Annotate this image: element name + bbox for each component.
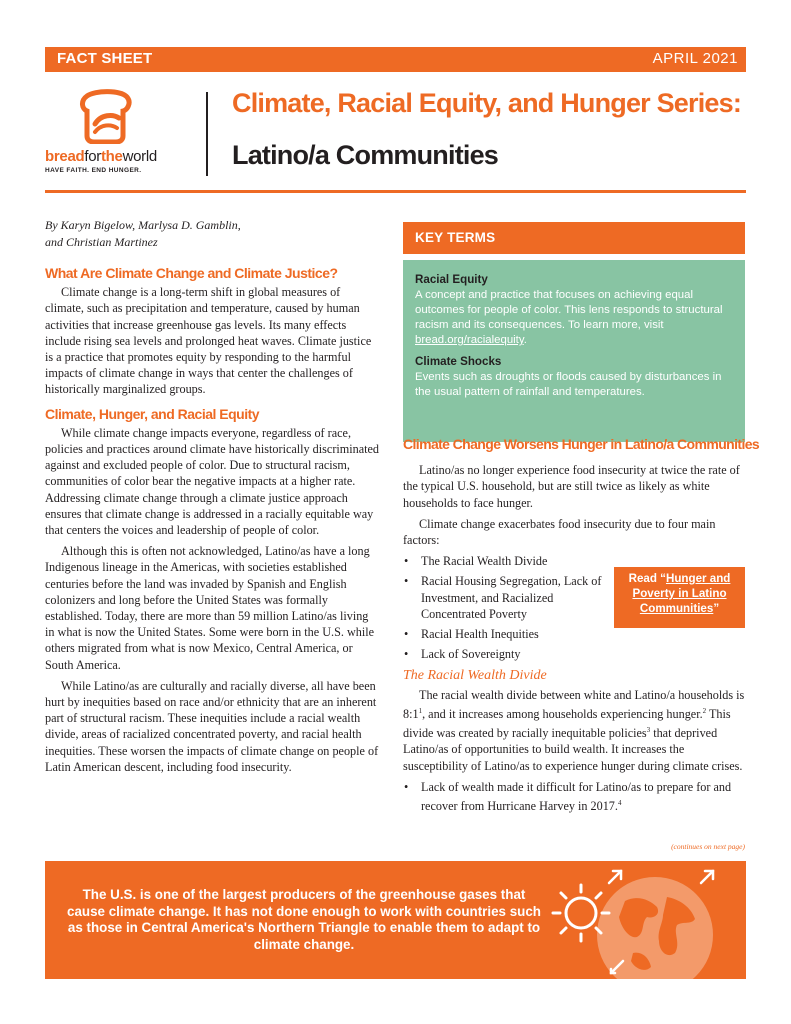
- paragraph: While Latino/as are culturally and racially diverse, all have been hurt by inequities based on race and/or ethnicity that are an inherent part of structural racism. These inequities include a racial wealth divide, areas of racialized concentrated poverty, and racial health inequities. These worsen the impacts of climate change on people of Latin American descent, including food insecurity.: [45, 678, 379, 774]
- section-heading-hunger-equity: Climate, Hunger, and Racial Equity: [45, 405, 260, 422]
- list-item: • Lack of wealth made it difficult for Latino/as to prepare for and recover from Hurricane Harvey in 2017.$^4$: [404, 779, 732, 814]
- read-more-callout[interactable]: Read “Hunger and Poverty in Latino Communities”: [614, 567, 745, 628]
- date-label: APRIL 2021: [652, 50, 738, 67]
- racial-equity-link[interactable]: bread.org/racialequity: [415, 334, 524, 346]
- key-term-definition: A concept and practice that focuses on achieving equal outcomes for people of color. This lens responds to structural racism and its consequences. To learn more, visit bread.org/racialequity.: [415, 289, 723, 346]
- key-terms-body: [403, 260, 745, 442]
- wealth-list: [403, 779, 746, 814]
- bread-loaf-icon: [77, 88, 135, 144]
- continues-note: (continues on next page): [671, 842, 745, 851]
- paragraph: While climate change impacts everyone, regardless of race, policies and practices around climate have historically discriminated against and excluded people of color. Due to structural racism, communities of color bear the negative impacts at a higher rate. Addressing climate change through a climate justice approach ensures that climate change is addressed in a racially equitable way that centers the voices and leadership of people of color.: [45, 425, 380, 538]
- paragraph: Climate change is a long-term shift in global measures of climate, such as precipitation and temperature, caused by human activities that increase greenhouse gas levels. Its many effects include rising sea levels and prolonged heat waves. Climate justice is a practice that promotes equity by responding to the harmful impacts of climate change in ways that center the challenges of historically marginalized groups.: [45, 285, 372, 397]
- header-rule: [45, 190, 746, 193]
- paragraph: The racial wealth divide between white and Latino/a households is $8:1^1$, and it increases among households experiencing hunger.$^2$ This divide was created by racially inequitable policies$^3$ that deprived Latino/as of opportunities to build wealth. It increases the susceptibility of Latino/as to experience hunger during climate crises.: [403, 687, 745, 773]
- left-column: [45, 217, 380, 780]
- section-heading-climate-justice: What Are Climate Change and Climate Justice?: [45, 265, 338, 281]
- section-heading-worsens-hunger: Climate Change Worsens Hunger in Latino/a Communities: [403, 436, 760, 452]
- key-terms-box: [403, 222, 745, 442]
- subheading-racial-wealth-divide: The Racial Wealth Divide: [403, 668, 547, 684]
- key-term-definition: Events such as droughts or floods caused by disturbances in the usual pattern of rainfall and temperatures.: [415, 371, 722, 398]
- bottom-banner: [45, 861, 746, 979]
- bread-for-the-world-logo: [45, 88, 185, 183]
- header-divider: [206, 92, 208, 176]
- list-item: • Racial Housing Segregation, Lack of Investment, and Racialized Concentrated Poverty: [404, 574, 602, 621]
- key-term-title: Racial Equity: [415, 273, 488, 286]
- list-item: • The Racial Wealth Divide: [404, 554, 548, 569]
- banner-text: The U.S. is one of the largest producers of the greenhouse gases that cause climate change. It has not done enough to work with countries such as those in Central America's Northern Triangle to enable them to adapt to climate change.: [67, 887, 541, 952]
- page-title-line1: Climate, Racial Equity, and Hunger Series:: [232, 88, 742, 118]
- logo-wordmark: breadfortheworld: [45, 148, 157, 165]
- key-term-title: Climate Shocks: [415, 355, 502, 368]
- read-more-link[interactable]: Hunger and Poverty in Latino Communities: [632, 572, 731, 615]
- header-bar: [45, 47, 746, 72]
- fact-sheet-label: FACT SHEET: [57, 50, 153, 67]
- paragraph: Latino/as no longer experience food insecurity at twice the rate of the typical U.S. household, but are still twice as likely as white households to face hunger.: [403, 463, 740, 510]
- byline: By Karyn Bigelow, Marlysa D. Gamblin, and Christian Martinez: [45, 218, 241, 249]
- logo-tagline: HAVE FAITH. END HUNGER.: [45, 167, 142, 174]
- list-item: • Racial Health Inequities: [404, 627, 539, 642]
- page-title-line2: Latino/a Communities: [232, 140, 499, 170]
- list-item: • Lack of Sovereignty: [404, 647, 521, 662]
- paragraph: Climate change exacerbates food insecurity due to four main factors:: [403, 516, 716, 548]
- key-terms-heading: KEY TERMS: [403, 222, 745, 254]
- paragraph: Although this is often not acknowledged, Latino/as have a long Indigenous lineage in the Americas, with societies established centuries before the land was invaded by Spanish and English colonizers and long before the United States was formally established. Today, there are more than 59 million Latino/as living in what is now the United States. Some were born in the U.S. while others migrated from what is now Mexico, Central America, or South America.: [45, 544, 375, 672]
- globe-sun-icon: [507, 861, 746, 979]
